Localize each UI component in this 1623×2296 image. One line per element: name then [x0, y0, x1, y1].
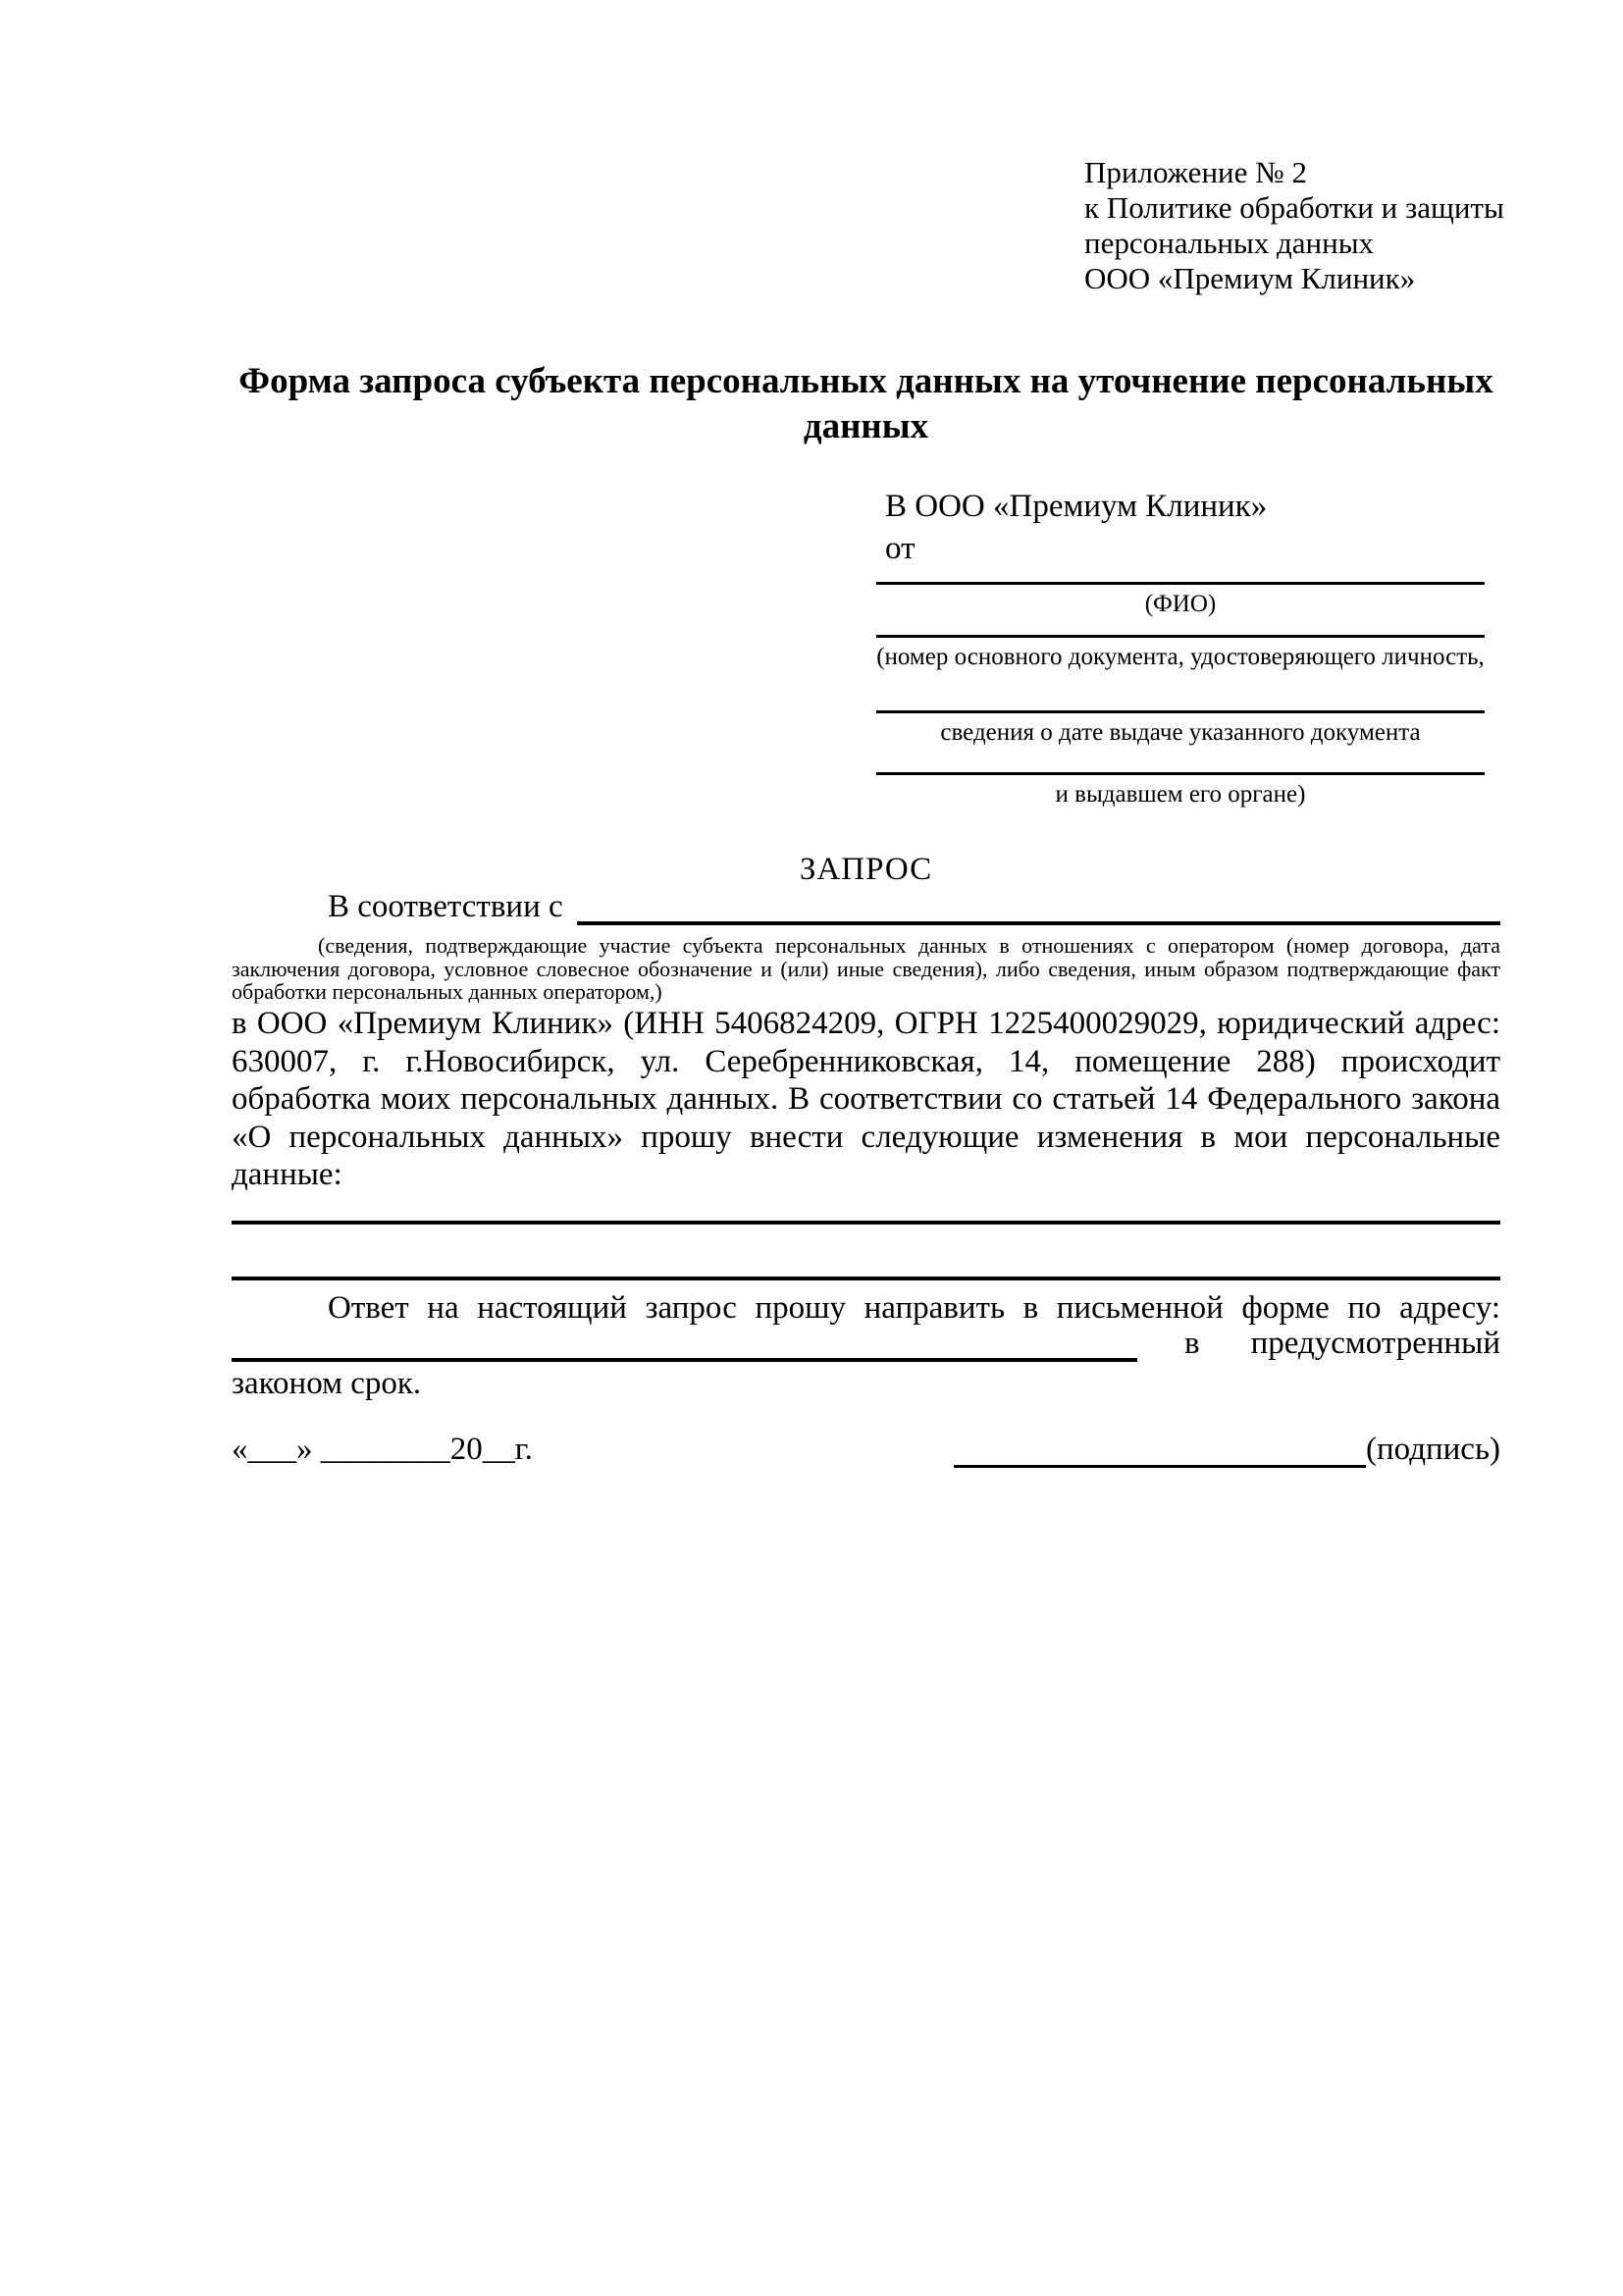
- request-basis-prefix: В соответствии с: [328, 889, 563, 924]
- changes-blank-line-2: [232, 1277, 1500, 1280]
- addressee-to: В ООО «Премиум Клиник»: [885, 489, 1268, 524]
- appendix-header-line: Приложение № 2: [1084, 155, 1307, 189]
- reply-tail-text: законом срок.: [232, 1366, 422, 1401]
- issue-date-field-caption: сведения о дате выдаче указанного документа: [940, 719, 1421, 746]
- issuing-authority-blank-line: [876, 772, 1485, 775]
- request-heading: ЗАПРОС: [799, 852, 933, 887]
- addressee-from-label: от: [885, 531, 916, 566]
- changes-blank-line-1: [232, 1221, 1500, 1225]
- signature-caption: (подпись): [1366, 1432, 1500, 1467]
- document-number-blank-line: [876, 635, 1485, 638]
- appendix-header-line: к Политике обработки и защиты: [1084, 190, 1504, 225]
- appendix-header: [1084, 155, 1504, 296]
- request-basis-blank-line: [577, 888, 1500, 925]
- signature-blank-line: [954, 1432, 1366, 1468]
- issuing-authority-field-caption: и выдавшем его органе): [1055, 781, 1306, 808]
- reply-address-row: [232, 1325, 1500, 1362]
- request-basis-row: [232, 888, 1500, 925]
- document-title: Форма запроса субъекта персональных данных на уточнение персональных данных: [238, 361, 1493, 446]
- reply-address-paragraph: Ответ на настоящий запрос прошу направить в письменной форме по адресу:: [328, 1290, 1500, 1326]
- reply-address-blank-line: [232, 1325, 1137, 1362]
- reply-suffix-word: в: [1184, 1326, 1200, 1361]
- document-number-field-caption: (номер основного документа, удостоверяющего личность,: [876, 644, 1485, 670]
- date-blank-text: «___» ________20__г.: [232, 1432, 533, 1467]
- request-basis-note: (сведения, подтверждающие участие субъекта персональных данных в отношениях с оператором (номер договора, дата заключения договора, условное словесное обозначение и (или) иные сведения), либо сведения, иным образом подтверждающие факт обработки персональных данных оператором,): [232, 933, 1500, 1004]
- reply-suffix-word: предусмотренный: [1250, 1326, 1500, 1361]
- issue-date-blank-line: [876, 710, 1485, 713]
- appendix-header-line: ООО «Премиум Клиник»: [1084, 261, 1416, 295]
- date-signature-row: [232, 1431, 1500, 1468]
- fio-blank-line: [876, 582, 1485, 585]
- request-body-paragraph: в ООО «Премиум Клиник» (ИНН 5406824209, ОГРН 1225400029029, юридический адрес: 630007, г. г.Новосибирск, ул. Серебренниковская, 14, помещение 288) происходит обработка моих персональных данных. В соответствии со статьей 14 Федерального закона «О персональных данных» прошу внести следующие изменения в мои персональные данные:: [232, 1006, 1500, 1192]
- appendix-header-line: персональных данных: [1084, 226, 1375, 260]
- fio-field-caption: (ФИО): [1144, 591, 1217, 617]
